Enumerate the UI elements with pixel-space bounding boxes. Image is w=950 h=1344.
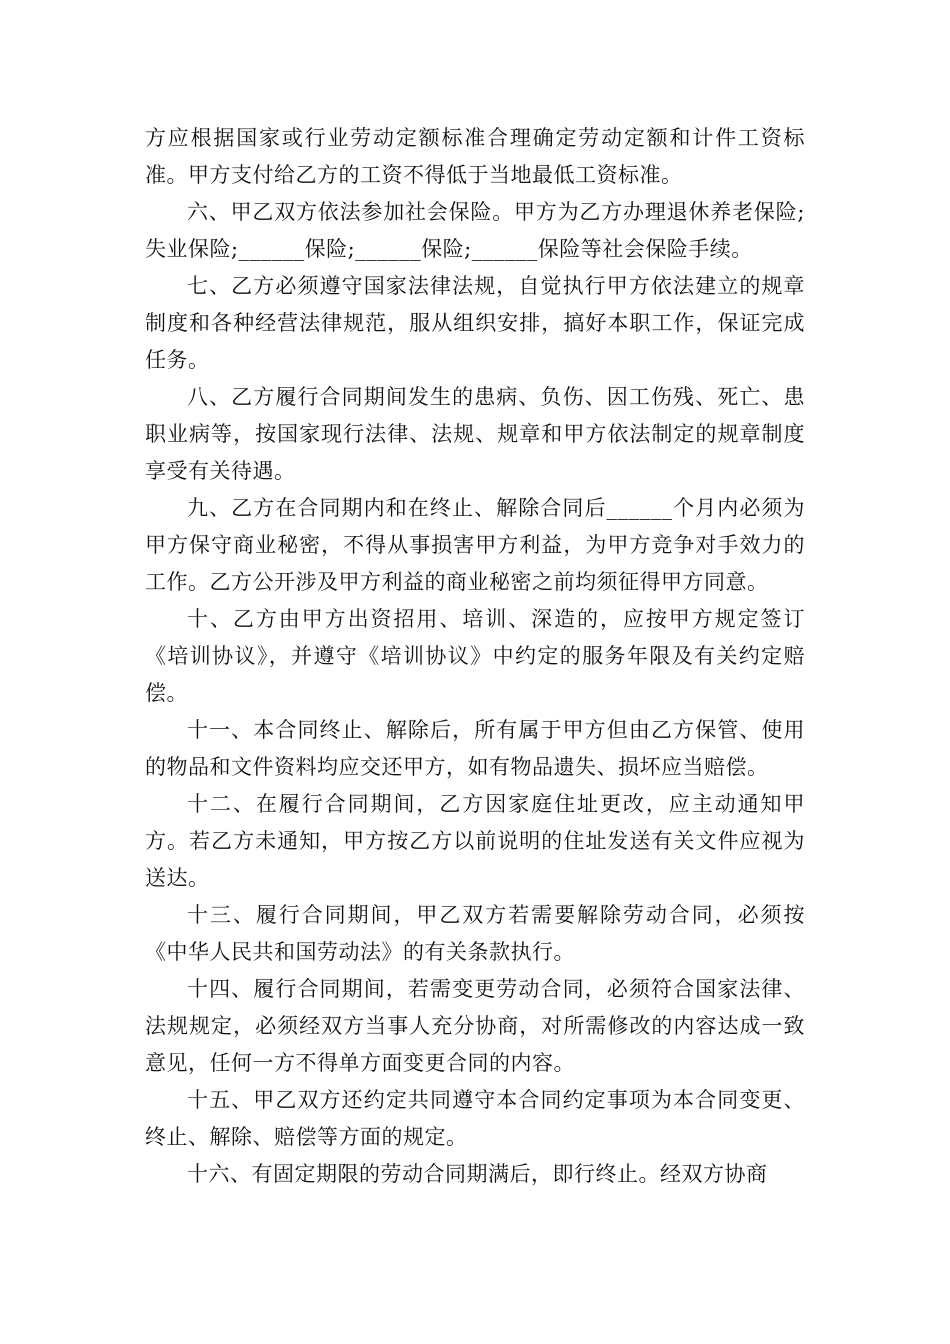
paragraph-clause-15: 十五、甲乙双方还约定共同遵守本合同约定事项为本合同变更、终止、解除、赔偿等方面的规定。	[145, 1088, 805, 1149]
paragraph-clause-12: 十二、在履行合同期间，乙方因家庭住址更改，应主动通知甲方。若乙方未通知，甲方按乙方以前说明的住址发送有关文件应视为送达。	[145, 792, 805, 890]
paragraph-clause-10: 十、乙方由甲方出资招用、培训、深造的，应按甲方规定签订《培训协议》，并遵守《培训协议》中约定的服务年限及有关约定赔偿。	[145, 607, 805, 705]
document-body	[145, 120, 805, 1193]
paragraph-clause-8: 八、乙方履行合同期间发生的患病、负伤、因工伤残、死亡、患职业病等，按国家现行法律、法规、规章和甲方依法制定的规章制度享受有关待遇。	[145, 385, 805, 483]
paragraph-clause-9: 九、乙方在合同期内和在终止、解除合同后______个月内必须为甲方保守商业秘密，不得从事损害甲方利益，为甲方竞争对手效力的工作。乙方公开涉及甲方利益的商业秘密之前均须征得甲方同意。	[145, 496, 805, 594]
paragraph-clause-16: 十六、有固定期限的劳动合同期满后，即行终止。经双方协商	[187, 1162, 768, 1186]
paragraph-clause-11: 十一、本合同终止、解除后，所有属于甲方但由乙方保管、使用的物品和文件资料均应交还甲方，如有物品遗失、损坏应当赔偿。	[145, 718, 805, 779]
paragraph-clause-7: 七、乙方必须遵守国家法律法规，自觉执行甲方依法建立的规章制度和各种经营法律规范，服从组织安排，搞好本职工作，保证完成任务。	[145, 274, 805, 372]
paragraph-clause-13: 十三、履行合同期间，甲乙双方若需要解除劳动合同，必须按《中华人民共和国劳动法》的有关条款执行。	[145, 903, 805, 964]
paragraph-clause-6: 六、甲乙双方依法参加社会保险。甲方为乙方办理退休养老保险;失业保险;______保险;______保险;______保险等社会保险手续。	[145, 200, 805, 261]
paragraph-continued: 方应根据国家或行业劳动定额标准合理确定劳动定额和计件工资标准。甲方支付给乙方的工资不得低于当地最低工资标准。	[145, 126, 805, 187]
paragraph-clause-14: 十四、履行合同期间，若需变更劳动合同，必须符合国家法律、法规规定，必须经双方当事人充分协商，对所需修改的内容达成一致意见，任何一方不得单方面变更合同的内容。	[145, 977, 805, 1075]
